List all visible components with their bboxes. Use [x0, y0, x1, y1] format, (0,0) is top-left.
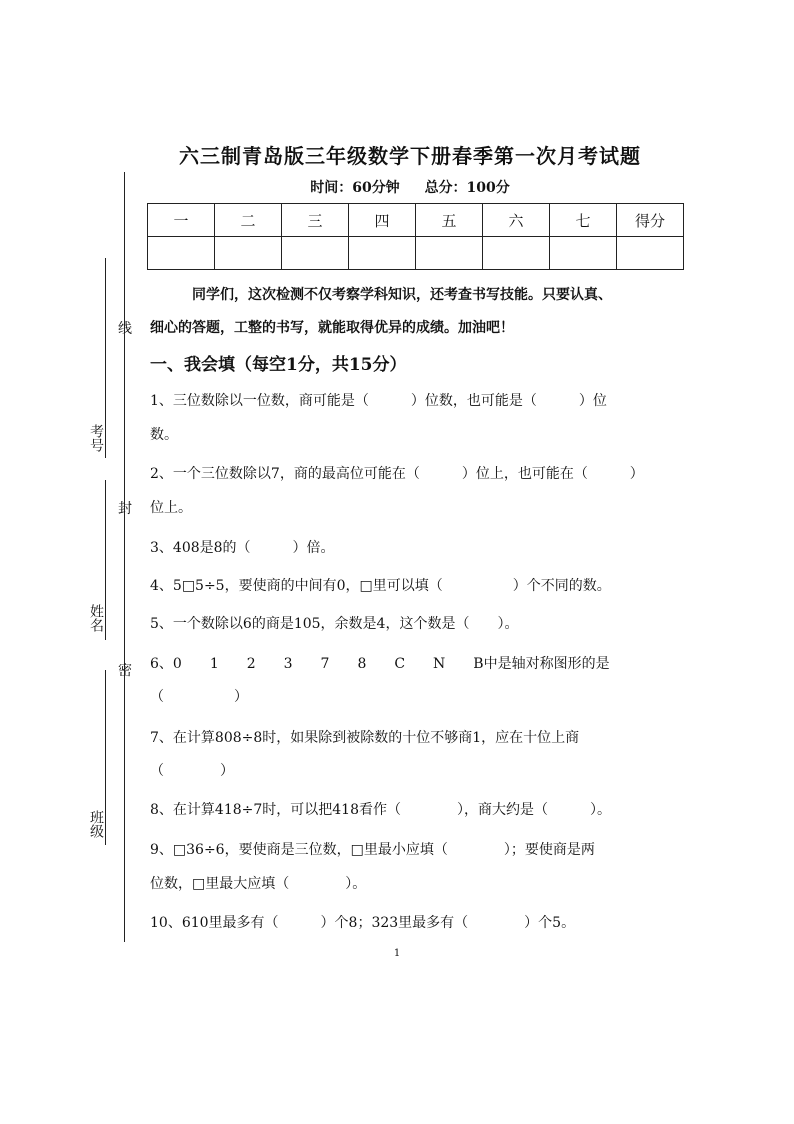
score-entry-cell[interactable] — [215, 237, 282, 270]
score-entry-cell[interactable] — [617, 237, 684, 270]
score-header-cell: 六 — [483, 204, 550, 237]
xingming-label: 姓名 — [88, 604, 104, 632]
question-2-line-1: 2、一个三位数除以7，商的最高位可能在（ ）位上，也可能在（ ） — [150, 466, 644, 482]
score-entry-cell[interactable] — [416, 237, 483, 270]
page-number: 1 — [393, 948, 401, 959]
question-5: 5、一个数除以6的商是105，余数是4，这个数是（ ）。 — [150, 616, 519, 632]
question-7-line-1: 7、在计算808÷8时，如果除到被除数的十位不够商1，应在十位上商 — [150, 730, 580, 746]
score-table-header-row — [148, 204, 684, 237]
score-header-cell: 五 — [416, 204, 483, 237]
banji-label: 班级 — [88, 810, 104, 838]
question-1-line-2: 数。 — [150, 427, 178, 443]
score-header-cell: 得分 — [617, 204, 684, 237]
question-7-line-2: （ ） — [150, 763, 234, 779]
question-4: 4、5□5÷5，要使商的中间有0，□里可以填（ ）个不同的数。 — [150, 578, 611, 594]
binding-char-xian: 线 — [118, 321, 132, 337]
question-8: 8、在计算418÷7时，可以把418看作（ ），商大约是（ ）。 — [150, 802, 611, 818]
intro-line-2: 细心的答题，工整的书写，就能取得优异的成绩。加油吧！ — [150, 320, 514, 336]
score-entry-cell[interactable] — [483, 237, 550, 270]
score-header-cell: 七 — [550, 204, 617, 237]
kaohao-field-line[interactable] — [105, 258, 106, 458]
score-entry-cell[interactable] — [148, 237, 215, 270]
score-header-cell: 二 — [215, 204, 282, 237]
question-6-line-2: （ ） — [150, 689, 248, 705]
score-header-cell: 一 — [148, 204, 215, 237]
score-entry-cell[interactable] — [349, 237, 416, 270]
score-header-cell: 三 — [282, 204, 349, 237]
question-9-line-1: 9、□36÷6，要使商是三位数，□里最小应填（ ）；要使商是两 — [150, 842, 595, 858]
question-3: 3、408是8的（ ）倍。 — [150, 540, 335, 556]
page-title: 六三制青岛版三年级数学下册春季第一次月考试题 — [179, 144, 641, 168]
score-entry-cell[interactable] — [550, 237, 617, 270]
question-9-line-2: 位数，□里最大应填（ ）。 — [150, 876, 367, 892]
question-10: 10、610里最多有（ ）个8；323里最多有（ ）个5。 — [150, 915, 576, 931]
total-score-label: 总分：100分 — [424, 180, 510, 196]
score-table — [147, 203, 684, 270]
binding-char-feng: 封 — [118, 501, 132, 517]
banji-field-line[interactable] — [105, 670, 106, 845]
exam-info — [150, 177, 670, 197]
question-2-line-2: 位上。 — [150, 500, 192, 516]
binding-char-mi: 密 — [118, 663, 132, 679]
intro-line-1: 同学们，这次检测不仅考察学科知识，还考查书写技能。只要认真、 — [192, 287, 612, 303]
section-1-title: 一、我会填（每空1分，共15分） — [150, 355, 407, 375]
question-6-line-1: 6、0 1 2 3 7 8 C N B中是轴对称图形的是 — [150, 656, 610, 672]
kaohao-label: 考号 — [88, 424, 104, 452]
score-entry-cell[interactable] — [282, 237, 349, 270]
time-label: 时间：60分钟 — [310, 180, 400, 196]
binding-line — [124, 172, 125, 942]
xingming-field-line[interactable] — [105, 480, 106, 640]
score-table-entry-row — [148, 237, 684, 270]
score-header-cell: 四 — [349, 204, 416, 237]
question-1-line-1: 1、三位数除以一位数，商可能是（ ）位数，也可能是（ ）位 — [150, 393, 607, 409]
